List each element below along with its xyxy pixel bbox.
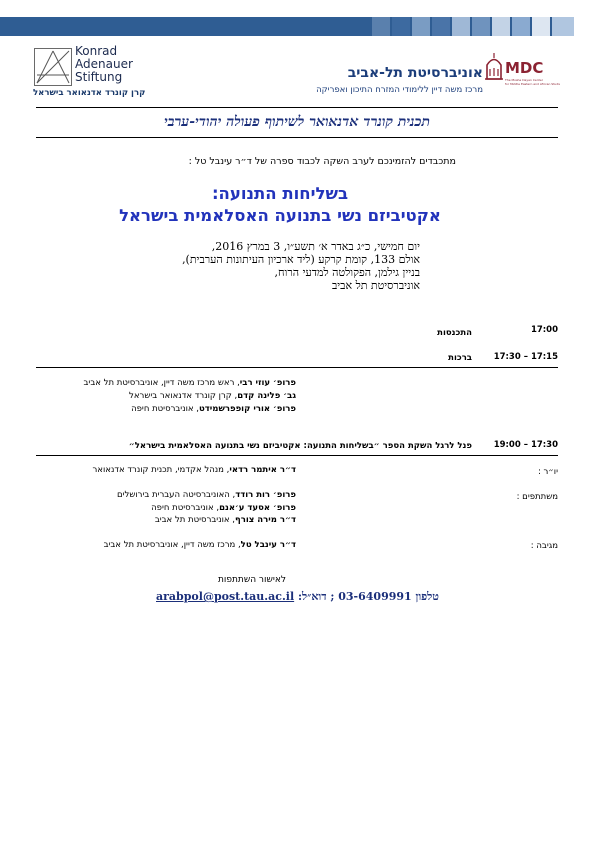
speaker-name: פרופ׳ עוזי רבי — [239, 378, 296, 388]
schedule-title: פנל לרגל השקת הספר ״בשליחות התנועה: אקטיביזם נשי בתנועה האסלאמית בישראל״ — [128, 441, 472, 451]
mdc-logo-text: MDC — [505, 59, 544, 77]
center-subtitle: מרכז משה דיין ללימודי המזרח התיכון ואפריקה — [316, 85, 483, 95]
schedule-title: התכנסות — [437, 328, 472, 338]
banner-square — [372, 17, 390, 36]
schedule-title: ברכות — [448, 353, 472, 363]
greeting-speaker — [84, 378, 297, 388]
schedule-time: 17:30 – 19:00 — [493, 440, 558, 450]
speaker-role: , אוניברסיטת חיפה — [131, 404, 200, 414]
speaker-role: , האוניברסיטה העברית בירושלים — [116, 490, 236, 500]
speaker-name: ד״ר איתמר רדאי — [229, 465, 296, 475]
details-line: בניין גילמן, הפקולטה למדעי הרוח, — [274, 266, 420, 279]
contact-line — [156, 590, 439, 603]
speaker-role: , אוניברסיטת תל אביב — [154, 515, 235, 525]
event-title-line: בשליחות התנועה: — [211, 184, 349, 203]
speaker-role: , מנהל אקדמי, תכנית קונרד אדנאואר — [92, 465, 230, 475]
panel-respondent — [104, 540, 296, 550]
speaker-role: , קרן קונרד אדנאואר בישראל — [129, 391, 238, 401]
details-line: אולם 133, קומת קרקע (ליד ארכיון העיתונות הערבית), — [182, 253, 420, 266]
greeting-speaker — [129, 391, 296, 401]
email-link[interactable]: arabpol@post.tau.ac.il — [156, 590, 295, 603]
kas-name-line: Stiftung — [75, 70, 123, 84]
banner-square — [512, 17, 530, 36]
banner-square — [472, 17, 490, 36]
banner-square — [552, 17, 574, 36]
panel-participant — [155, 515, 296, 525]
panel-participant — [151, 503, 296, 513]
respondent-label: מגיבה : — [530, 541, 558, 551]
divider — [36, 455, 558, 456]
banner-square — [452, 17, 470, 36]
university-title: אוניברסיטת תל-אביב — [347, 65, 483, 81]
mdc-logo-icon — [484, 49, 560, 95]
kas-hebrew-name: קרן קונרד אדנאואר בישראל — [33, 88, 146, 98]
chair-label: יו״ר : — [537, 467, 558, 477]
event-title-line: אקטיביזם נשי בתנועה האסלאמית בישראל — [119, 206, 441, 225]
invite-line: מתכבדים להזמינכם לערב השקה לכבוד ספרה של ד״ר עינבל טל : — [188, 156, 456, 167]
details-line: יום חמישי, כ״ג באדר א׳ תשע״ו, 3 במרץ 2016, — [211, 240, 420, 253]
svg-text:The Moshe Dayan Center: The Moshe Dayan Center — [505, 78, 543, 82]
divider — [36, 107, 558, 108]
contact-prefix: טלפון 03-6409991 ; דוא״ל: — [294, 590, 439, 603]
panel-participant — [117, 490, 296, 500]
speaker-name: פרופ׳ אסעד ע׳אנם — [219, 503, 296, 513]
speaker-name: גב׳ פלינה קדם — [237, 391, 296, 401]
panel-chair — [92, 465, 296, 475]
schedule-time: 17:00 — [530, 325, 558, 335]
kas-name-line: Adenauer — [75, 57, 133, 71]
schedule-time: 17:15 – 17:30 — [493, 352, 558, 362]
kas-name — [75, 45, 133, 84]
program-title: תכנית קונרד אדנאואר לשיתוף פעולה יהודי-ערבי — [164, 114, 430, 130]
banner-square — [492, 17, 510, 36]
kas-name-line: Konrad — [75, 44, 118, 58]
speaker-role: , ראש מרכז משה דיין, אוניברסיטת תל אביב — [83, 378, 240, 388]
greeting-speaker — [131, 404, 296, 414]
rsvp-label: לאישור השתתפות — [218, 575, 286, 585]
speaker-name: ד״ר מירה צורף — [235, 515, 296, 525]
banner-square — [532, 17, 550, 36]
speaker-role: , אוניברסיטת חיפה — [151, 503, 220, 513]
speaker-role: , מרכז משה דיין, אוניברסיטת תל אביב — [103, 540, 241, 550]
event-title — [60, 183, 500, 227]
banner-square — [392, 17, 410, 36]
participants-label: משתתפים : — [516, 492, 558, 502]
event-details — [182, 240, 420, 292]
divider — [36, 137, 558, 138]
speaker-name: פרופ׳ אורי קופפרשמידט — [199, 404, 296, 414]
details-line: אוניברסיטת תל אביב — [331, 279, 420, 292]
top-banner-bar — [0, 17, 574, 36]
speaker-name: פרופ׳ רות רודד — [235, 490, 296, 500]
svg-text:for Middle Eastern and African: for Middle Eastern and African Studies — [505, 82, 560, 86]
banner-square — [412, 17, 430, 36]
kas-logo-icon — [34, 48, 72, 86]
speaker-name: ד״ר עינבל טל — [240, 540, 296, 550]
banner-square — [432, 17, 450, 36]
divider — [36, 367, 558, 368]
